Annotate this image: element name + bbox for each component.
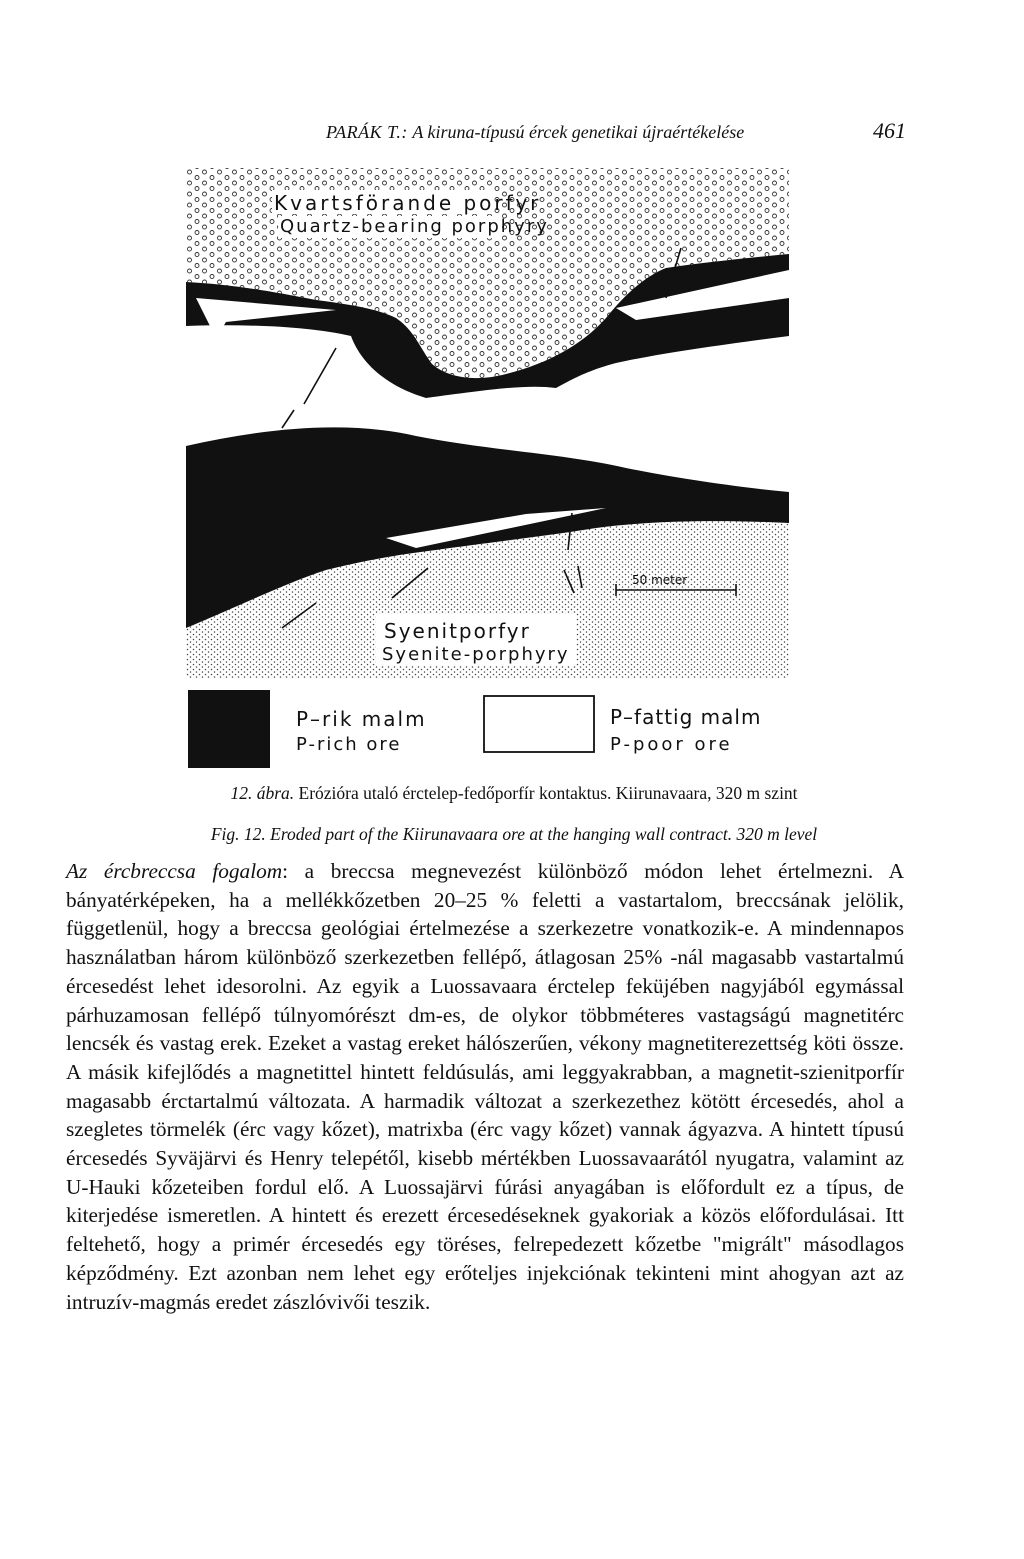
header-title: A kiruna-típusú ércek genetikai újraértékelése xyxy=(412,122,745,142)
legend-p-poor-ore: P-poor ore xyxy=(610,734,733,755)
caption-figure-number: 12. ábra. xyxy=(230,783,295,803)
paragraph-text: : a breccsa megnevezést különböző módon lehet értelmezni. A bányatérképeken, ha a mellékkőzetben 20–25 % feletti a vastartalom, breccsának jelölik, függetlenül, hogy a breccsa geológiai értelmezése a szerkezetre vonatkozik-e. A mindennapos használatban három különböző szerkezetben fellépő, átlagosan 25% -nál magasabb vastartalmú ércesedést lehet idesorolni. Az egyik a Luossavaara érctelep feküjében nagyjából egymással párhuzamosan fellépő túlnyomórészt dm-es, de olykor többméteres vastagságú magnetitérc lencsék és vastag erek. Ezeket a vastag ereket hálószerűen, vékony magnetiterezettség köti össze. A másik kifejlődés a magnetittel hintett feldúsulás, ami leggyakrabban, a magnetit-szienitporfír magasabb érctartalmú változata. A harmadik változat a szerkezethez kötött ércesedés, ahol a szegletes törmelék (érc vagy kőzet), matrixba (érc vagy kőzet) vannak ágyazva. A hintett típusú ércesedés Syväjärvi és Henry telepétől, kisebb mértékben Luossavaarától nyugatra, valamint az U-Hauki kőzeteiben fordul elő. A Luossajärvi fúrási anyagában is előfordult ez a típus, de kiterjedése ismeretlen. A hintett és erezett ércesedéseknek gyakoriak a közös előfordulásai. Itt feltehető, hogy a primér ércesedés egy töréses, felrepedezett kőzetbe "migrált" másodlagos képződmény. Ezt azonban nem lehet egy erőteljes injekciónak tekinteni mint ahogyan azt az intruzív-magmás eredet zászlóvivői teszik. xyxy=(66,859,904,1314)
figure-drawing xyxy=(186,158,792,770)
figure-caption-hungarian xyxy=(124,783,904,804)
legend-p-rich-ore: P-rich ore xyxy=(296,734,402,755)
page-number: 461 xyxy=(873,118,906,143)
legend-swatch-p-poor xyxy=(484,696,594,752)
caption-hungarian-text: Erózióra utaló érctelep-fedőporfír kontaktus. Kiirunavaara, 320 m szint xyxy=(298,783,798,803)
header-author: PARÁK T.: xyxy=(326,122,408,142)
legend-p-rik-malm: P–rik malm xyxy=(296,707,427,731)
paragraph xyxy=(66,857,904,1316)
scale-bar-label: 50 meter xyxy=(632,573,688,587)
page-header xyxy=(326,116,906,146)
legend-p-fattig-malm: P–fattig malm xyxy=(610,705,762,729)
figure-caption-english: Fig. 12. Eroded part of the Kiirunavaara ore at the hanging wall contract. 320 m level xyxy=(210,824,818,844)
paragraph-term: Az ércbreccsa fogalom xyxy=(66,859,283,883)
label-syenite-porphyry: Syenite-porphyry xyxy=(382,644,570,665)
label-quartz-bearing-porphyry: Quartz-bearing porphyry xyxy=(280,216,549,237)
legend-swatch-p-rich xyxy=(188,690,270,768)
figure-legend xyxy=(188,690,761,768)
label-kvartsforande-porfyr: Kvartsförande porfyr xyxy=(274,191,542,215)
body-paragraph xyxy=(66,857,904,1316)
label-syenitporfyr: Syenitporfyr xyxy=(384,619,531,643)
geological-section-figure xyxy=(186,158,792,770)
running-title xyxy=(326,122,744,143)
